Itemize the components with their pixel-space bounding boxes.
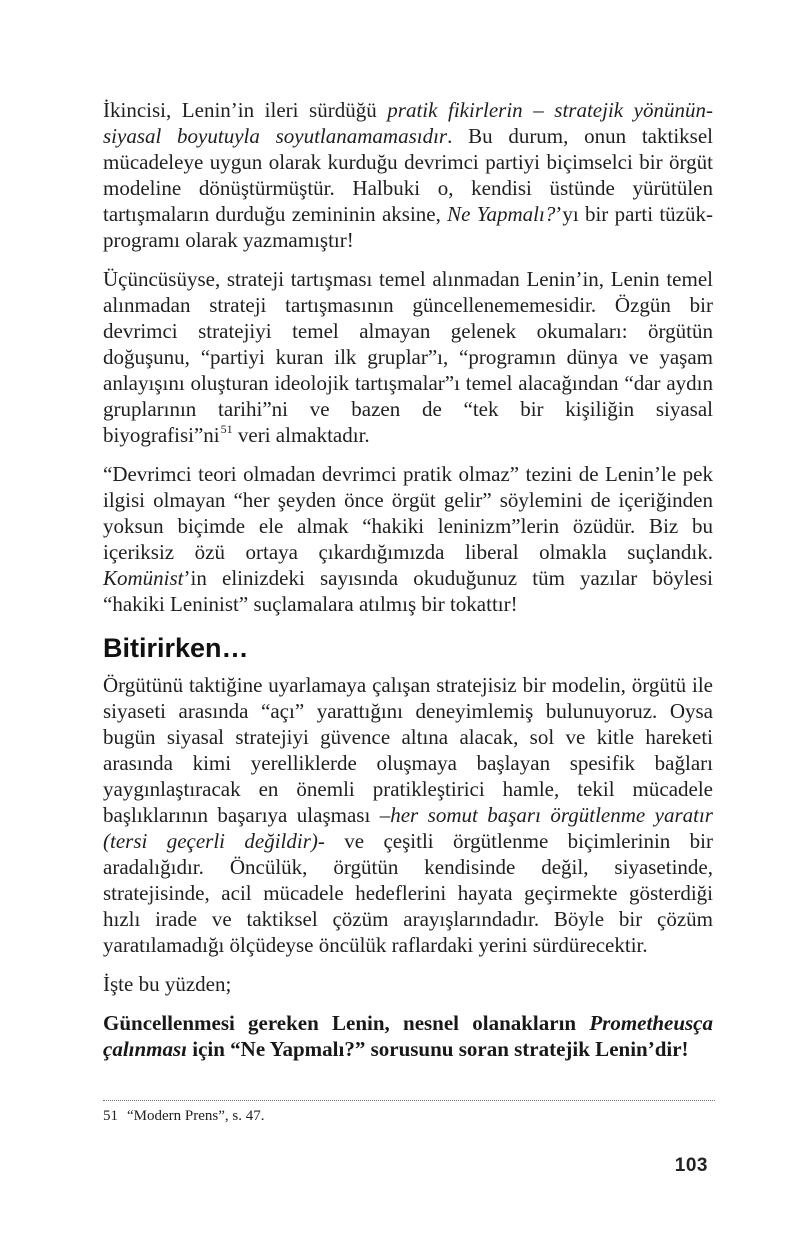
- footnote-marker: 51: [103, 1108, 118, 1124]
- footnote-text: “Modern Prens”, s. 47.: [127, 1108, 265, 1124]
- paragraph-ucuncusuyse: Üçüncüsüyse, strateji tartışması temel alınmadan Lenin’in, Lenin temel alınmadan strateji tartışmasının güncellenememesidir. Özgün bir devrimci stratejiyi temel almayan gelenek okumaları: örgütün doğuşunu, “partiyi kuran ilk gruplar”ı, “programın dünya ve yaşam anlayışını oluşturan ideolojik tartışmalar”ı temel alacağından “dar aydın gruplarının tarihi”ni ve bazen de “tek bir kişiliğin siyasal $biyografisi”ni^{51}$ veri almaktadır.: [103, 267, 713, 447]
- paragraph-devrimci-teori: “Devrimci teori olmadan devrimci pratik olmaz” tezini de Lenin’le pek ilgisi olmayan “her şeyden önce örgüt gelir” söylemini de içeriğinden yoksun biçimde ele almak “hakiki leninizm”lerin özüdür. Biz bu içeriksiz özü ortaya çıkardığımızda liberal olmakla suçlandık. Komünist’in elinizdeki sayısında okuduğunuz tüm yazılar böylesi “hakiki Leninist” suçlamalara atılmış bir tokattır!: [103, 462, 713, 616]
- paragraph-ikincisi: İkincisi, Lenin’in ileri sürdüğü pratik fikirlerin – stratejik yönünün-siyasal boyutuyla soyutlanamamasıdır. Bu durum, onun taktiksel mücadeleye uygun olarak kurduğu devrimci partiyi biçimselci bir örgüt modeline dönüştürmüştür. Halbuki o, kendisi üstünde yürütülen tartışmaların durduğu zemininin aksine, Ne Yapmalı?’yı bir parti tüzük-programı olarak yazmamıştır!: [103, 98, 713, 252]
- section-heading: Bitirirken…: [103, 633, 249, 663]
- footnote-divider: [103, 1100, 715, 1101]
- closing-statement: Güncellenmesi gereken Lenin, nesnel olanakların Prometheusça çalınması için “Ne Yapmalı?” sorusunu soran stratejik Lenin’dir!: [103, 1011, 713, 1061]
- paragraph-iste-bu-yuzden: İşte bu yüzden;: [103, 972, 232, 996]
- paragraph-orgutunu: Örgütünü taktiğine uyarlamaya çalışan stratejisiz bir modelin, örgütü ile siyaseti arasında “açı” yarattığını deneyimlemiş bulunuyoruz. Oysa bugün siyasal stratejiyi güvence altına alacak, sol ve kitle hareketi arasında kimi yerelliklerde oluşmaya başlayan spesifik bağları yaygınlaştıracak en önemli pratikleştirici hamle, tekil mücadele başlıklarının başarıya ulaşması –her somut başarı örgütlenme yaratır (tersi geçerli değildir)- ve çeşitli örgütlenme biçimlerinin bir aradalığıdır. Öncülük, örgütün kendisinde değil, siyasetinde, stratejisinde, acil mücadele hedeflerini hayata geçirmekte gösterdiği hızlı irade ve taktiksel çözüm arayışlarındadır. Böyle bir çözüm yaratılamadığı ölçüdeyse öncülük raflardaki yerini sürdürecektir.: [103, 673, 713, 957]
- page-number: 103: [674, 1155, 708, 1176]
- text-column: [103, 97, 713, 1075]
- footnote-area: [103, 1100, 715, 1126]
- footnote-51: [103, 1107, 715, 1126]
